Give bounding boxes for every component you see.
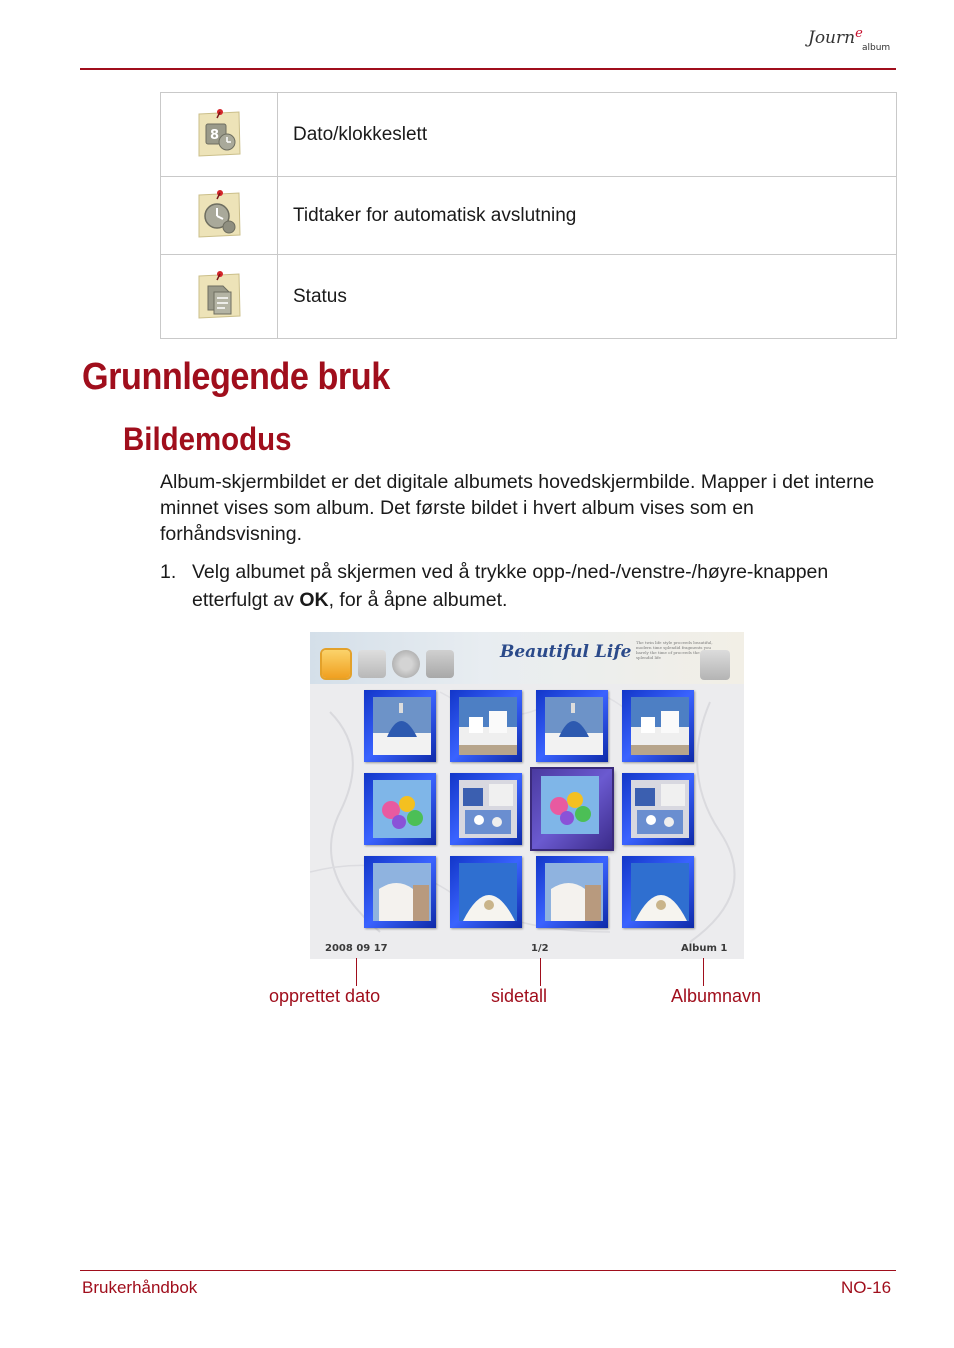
section-subtitle: Bildemodus bbox=[123, 421, 292, 457]
table-row bbox=[161, 177, 897, 255]
callout-line-album bbox=[703, 958, 704, 986]
callout-line-date bbox=[356, 958, 357, 986]
status-document-icon bbox=[193, 266, 245, 322]
table-label: Tidtaker for automatisk avslutning bbox=[278, 177, 897, 255]
photo-mode-icon[interactable] bbox=[322, 650, 350, 678]
album-cover-image bbox=[545, 863, 603, 921]
svg-text:8: 8 bbox=[210, 128, 220, 143]
callout-line-page bbox=[540, 958, 541, 986]
album-cover-image bbox=[545, 697, 603, 755]
intro-paragraph: Album-skjermbildet er det digitale albumets hovedskjermbilde. Mapper i det interne minnet vises som album. Det første bildet i hvert album vises som en forhåndsvisning. bbox=[160, 471, 875, 545]
brand-logo bbox=[800, 22, 900, 62]
ok-key-label: OK bbox=[299, 589, 329, 611]
settings-gear-icon[interactable] bbox=[392, 650, 420, 678]
callout-date: opprettet dato bbox=[269, 986, 381, 1006]
album-thumbnail[interactable] bbox=[532, 769, 612, 849]
brand-sub: album bbox=[862, 43, 891, 53]
header-rule bbox=[80, 68, 896, 70]
album-thumbnail[interactable] bbox=[536, 856, 608, 928]
screen-page: 1/2 bbox=[531, 943, 549, 954]
speaker-icon[interactable] bbox=[700, 650, 730, 680]
screen-header-title: Beautiful Life bbox=[500, 642, 632, 662]
step-text: Velg albumet på skjermen ved å trykke opp-/ned-/venstre-/høyre-knappen etterfulgt av OK, for å åpne albumet. bbox=[192, 561, 829, 611]
step-number: 1. bbox=[160, 561, 177, 583]
album-cover-image bbox=[373, 863, 431, 921]
album-thumbnail[interactable] bbox=[622, 773, 694, 845]
album-thumbnail[interactable] bbox=[364, 690, 436, 762]
slideshow-icon[interactable] bbox=[426, 650, 454, 678]
album-cover-image bbox=[459, 697, 517, 755]
callout-album: Albumnavn bbox=[671, 986, 762, 1006]
table-label: Status bbox=[278, 255, 897, 339]
album-thumbnail[interactable] bbox=[364, 773, 436, 845]
album-cover-image bbox=[459, 780, 517, 838]
album-thumbnail[interactable] bbox=[450, 773, 522, 845]
brand-script: Journ$^e$ bbox=[808, 26, 863, 48]
album-thumbnail[interactable] bbox=[622, 856, 694, 928]
screen-date: 2008 09 17 bbox=[325, 943, 388, 954]
album-screenshot bbox=[310, 632, 744, 959]
album-cover-image bbox=[373, 780, 431, 838]
album-thumbnail[interactable] bbox=[450, 856, 522, 928]
album-cover-image bbox=[459, 863, 517, 921]
screen-album: Album 1 bbox=[681, 943, 728, 954]
icon-table bbox=[160, 92, 897, 339]
album-cover-image bbox=[631, 780, 689, 838]
calendar-mode-icon[interactable] bbox=[358, 650, 386, 678]
section-title: Grunnlegende bruk bbox=[82, 356, 390, 398]
album-cover-image bbox=[631, 863, 689, 921]
album-thumbnail[interactable] bbox=[364, 856, 436, 928]
album-thumbnail[interactable] bbox=[536, 690, 608, 762]
table-label: Dato/klokkeslett bbox=[278, 93, 897, 177]
album-cover-image bbox=[631, 697, 689, 755]
table-row bbox=[161, 255, 897, 339]
callout-page: sidetall bbox=[491, 986, 548, 1006]
timer-clock-icon bbox=[193, 185, 245, 241]
calendar-clock-icon bbox=[193, 104, 245, 160]
screen-header-note: The twin life style proceeds beautiful, modern time splendid fragments you barely the time of proceeds the splendid life bbox=[636, 640, 713, 660]
footer-right: NO-16 bbox=[841, 1278, 892, 1297]
footer-left: Brukerhåndbok bbox=[82, 1278, 198, 1297]
footer-rule bbox=[80, 1270, 896, 1271]
album-cover-image bbox=[373, 697, 431, 755]
album-cover-image bbox=[541, 776, 599, 834]
table-row bbox=[161, 93, 897, 177]
album-thumbnail[interactable] bbox=[450, 690, 522, 762]
album-thumbnail[interactable] bbox=[622, 690, 694, 762]
